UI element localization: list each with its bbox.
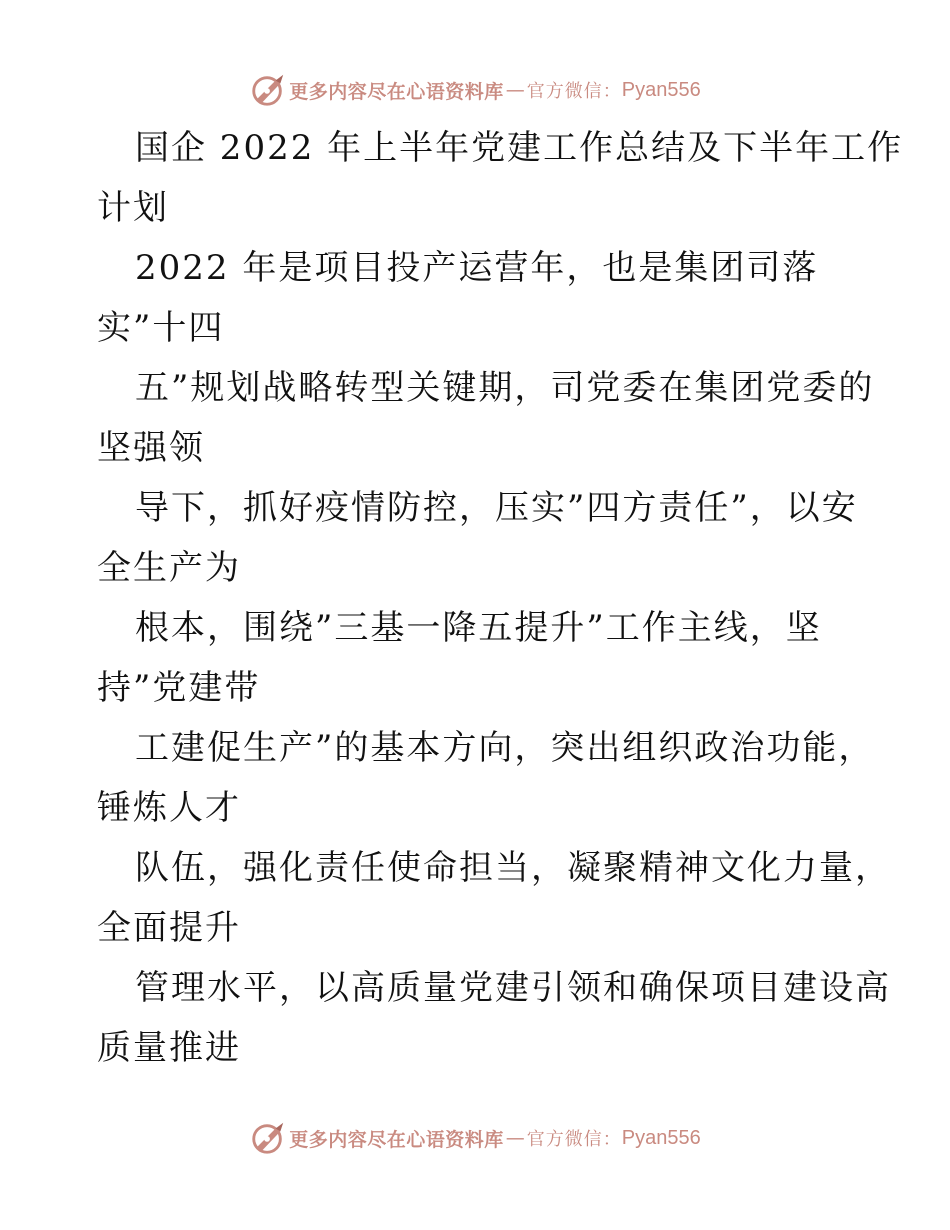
paragraph-line: 根本，围绕”三基一降五提升”工作主线，坚: [135, 608, 822, 648]
paragraph-line: 管理水平，以高质量党建引领和确保项目建设高: [135, 968, 891, 1008]
pen-logo-icon: [249, 1119, 287, 1157]
document-title-line-2: 计划: [97, 188, 169, 228]
banner-official-label: 官方微信：: [526, 1129, 622, 1150]
banner-separator: —: [505, 79, 525, 101]
paragraph-line: 持”党建带: [97, 668, 261, 708]
paragraph-line: 全面提升: [97, 908, 241, 948]
document-body: [97, 118, 904, 1078]
paragraph-line: 实”十四: [97, 308, 225, 348]
paragraph-line: 坚强领: [97, 428, 205, 468]
banner-wechat-id: Pyan556: [621, 78, 701, 101]
document-title-line-1: 国企 2022 年上半年党建工作总结及下半年工作: [135, 128, 904, 168]
paragraph-line: 五”规划战略转型关键期，司党委在集团党委的: [135, 368, 875, 408]
paragraph-line: 质量推进: [97, 1028, 241, 1068]
header-watermark-banner: [0, 70, 950, 110]
paragraph-line: 2022 年是项目投产运营年，也是集团司落: [135, 248, 819, 288]
banner-title: 更多内容尽在心语资料库: [289, 80, 504, 103]
footer-watermark-banner: [0, 1118, 950, 1158]
banner-official-label: 官方微信：: [526, 81, 622, 102]
paragraph-line: 锤炼人才: [97, 788, 241, 828]
paragraph-line: 队伍，强化责任使命担当，凝聚精神文化力量，: [135, 848, 891, 888]
paragraph-line: 导下，抓好疫情防控，压实”四方责任”，以安: [135, 488, 858, 528]
paragraph-line: 全生产为: [97, 548, 241, 588]
banner-separator: —: [505, 1127, 525, 1149]
pen-logo-icon: [249, 71, 287, 109]
banner-title: 更多内容尽在心语资料库: [289, 1128, 504, 1151]
paragraph-line: 工建促生产”的基本方向，突出组织政治功能，: [135, 728, 875, 768]
banner-wechat-id: Pyan556: [621, 1126, 701, 1149]
